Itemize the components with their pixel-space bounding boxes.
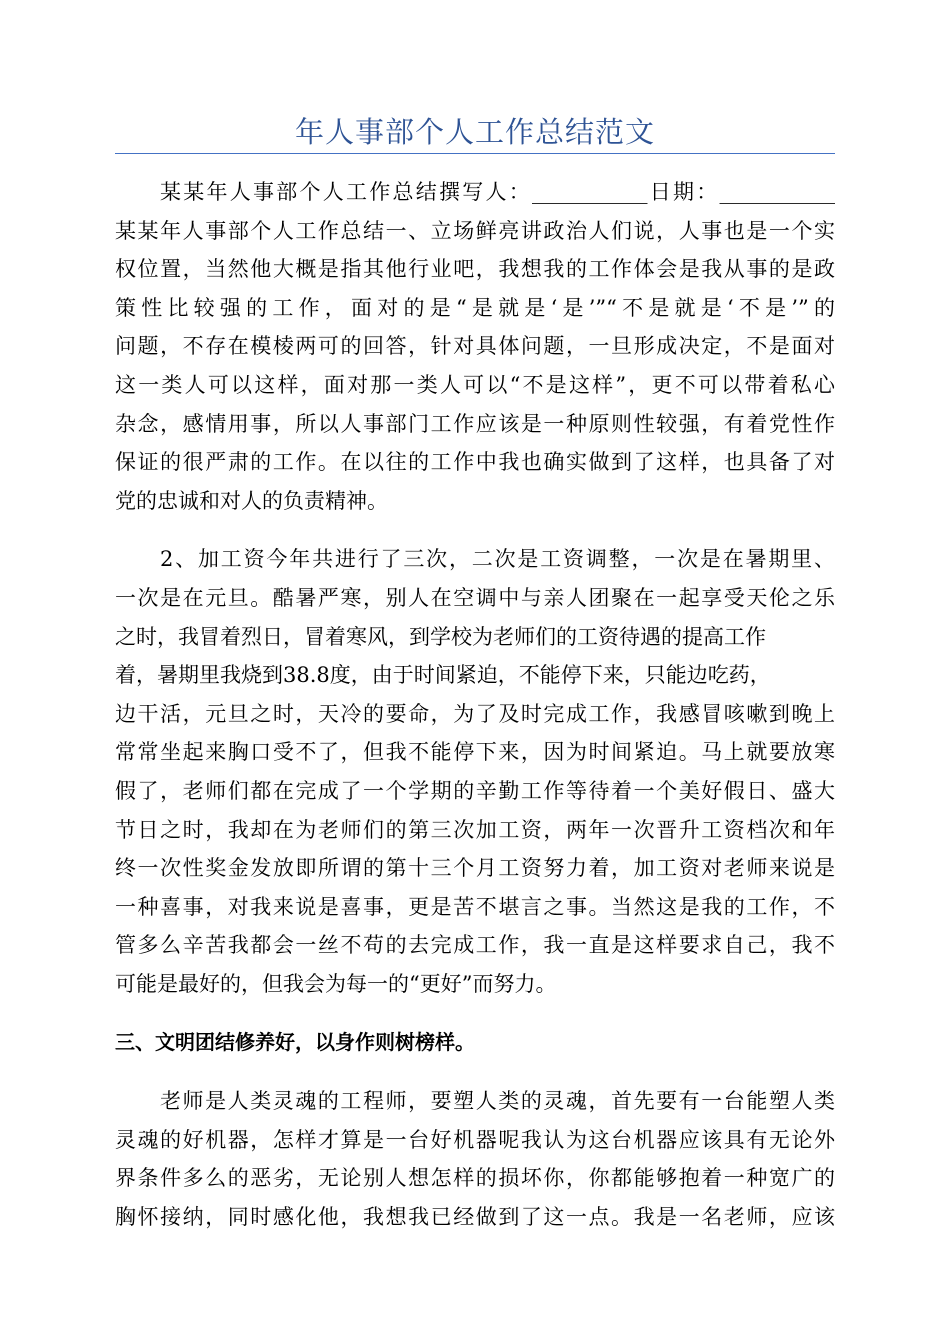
text-line: 某某年人事部个人工作总结一、立场鲜亮讲政治人们说，人事也是一个实	[115, 218, 835, 243]
paragraph-spacer	[115, 1062, 835, 1082]
paragraph-2	[115, 540, 835, 1003]
text-line: 保证的很严肃的工作。在以往的工作中我也确实做到了这样，也具备了对	[115, 450, 835, 475]
paragraph-spacer	[115, 520, 835, 540]
text-line: 2、加工资今年共进行了三次，二次是工资调整，一次是在暑期里、	[160, 547, 835, 572]
text-line: 常常坐起来胸口受不了，但我不能停下来，因为时间紧迫。马上就要放寒	[115, 740, 835, 765]
text-line: 党的忠诚和对人的负责精神。	[115, 488, 388, 513]
text-line: 杂念，感情用事，所以人事部门工作应该是一种原则性较强，有着党性作	[115, 411, 835, 436]
paragraph-spacer	[115, 1003, 835, 1023]
text-line: 终一次性奖金发放即所谓的第十三个月工资努力着，加工资对老师来说是	[115, 856, 835, 881]
text-line: 一种喜事，对我来说是喜事，更是苦不堪言之事。当然这是我的工作，不	[115, 894, 835, 919]
text-line: 策性比较强的工作，面对的是“是就是‘是’”“不是就是‘不是’”的	[115, 295, 835, 320]
document-title: 年人事部个人工作总结范文	[294, 115, 655, 149]
text-line: 着，暑期里我烧到38.8度，由于时间紧迫，不能停下来，只能边吃药，	[115, 663, 771, 688]
text-line: 权位置，当然他大概是指其他行业吧，我想我的工作体会是我从事的是政	[115, 257, 835, 282]
text-line: 老师是人类灵魂的工程师，要塑人类的灵魂，首先要有一台能塑人类	[160, 1089, 835, 1114]
text-line: 之时，我冒着烈日，冒着寒风，到学校为老师们的工资待遇的提高工作	[115, 624, 766, 649]
text-line: 某某年人事部个人工作总结撰写人：___________日期：___________	[160, 180, 835, 204]
text-line: 这一类人可以这样，面对那一类人可以“不是这样”，更不可以带着私心	[115, 372, 835, 397]
title-underline	[115, 153, 835, 154]
text-line: 胸怀接纳，同时感化他，我想我已经做到了这一点。我是一名老师，应该	[115, 1204, 835, 1229]
text-line: 节日之时，我却在为老师们的第三次加工资，两年一次晋升工资档次和年	[115, 817, 835, 842]
text-line: 界条件多么的恶劣，无论别人想怎样的损坏你，你都能够抱着一种宽广的	[115, 1166, 835, 1191]
text-line: 一次是在元旦。酷暑严寒，别人在空调中与亲人团聚在一起享受天伦之乐	[115, 585, 835, 610]
text-line: 问题，不存在模棱两可的回答，针对具体问题，一旦形成决定，不是面对	[115, 334, 835, 359]
document-body	[115, 173, 835, 1236]
section-heading: 三、文明团结修养好，以身作则树榜样。	[115, 1030, 475, 1055]
text-line: 假了，老师们都在完成了一个学期的辛勤工作等待着一个美好假日、盛大	[115, 778, 835, 803]
text-line: 灵魂的好机器，怎样才算是一台好机器呢我认为这台机器应该具有无论外	[115, 1127, 835, 1152]
text-line: 边干活，元旦之时，天冷的要命，为了及时完成工作，我感冒咳嗽到晚上	[115, 701, 835, 726]
text-line: 管多么辛苦我都会一丝不苟的去完成工作，我一直是这样要求自己，我不	[115, 933, 835, 958]
text-line: 可能是最好的，但我会为每一的“更好”而努力。	[115, 971, 557, 996]
paragraph-3	[115, 1082, 835, 1236]
paragraph-1	[115, 173, 835, 520]
